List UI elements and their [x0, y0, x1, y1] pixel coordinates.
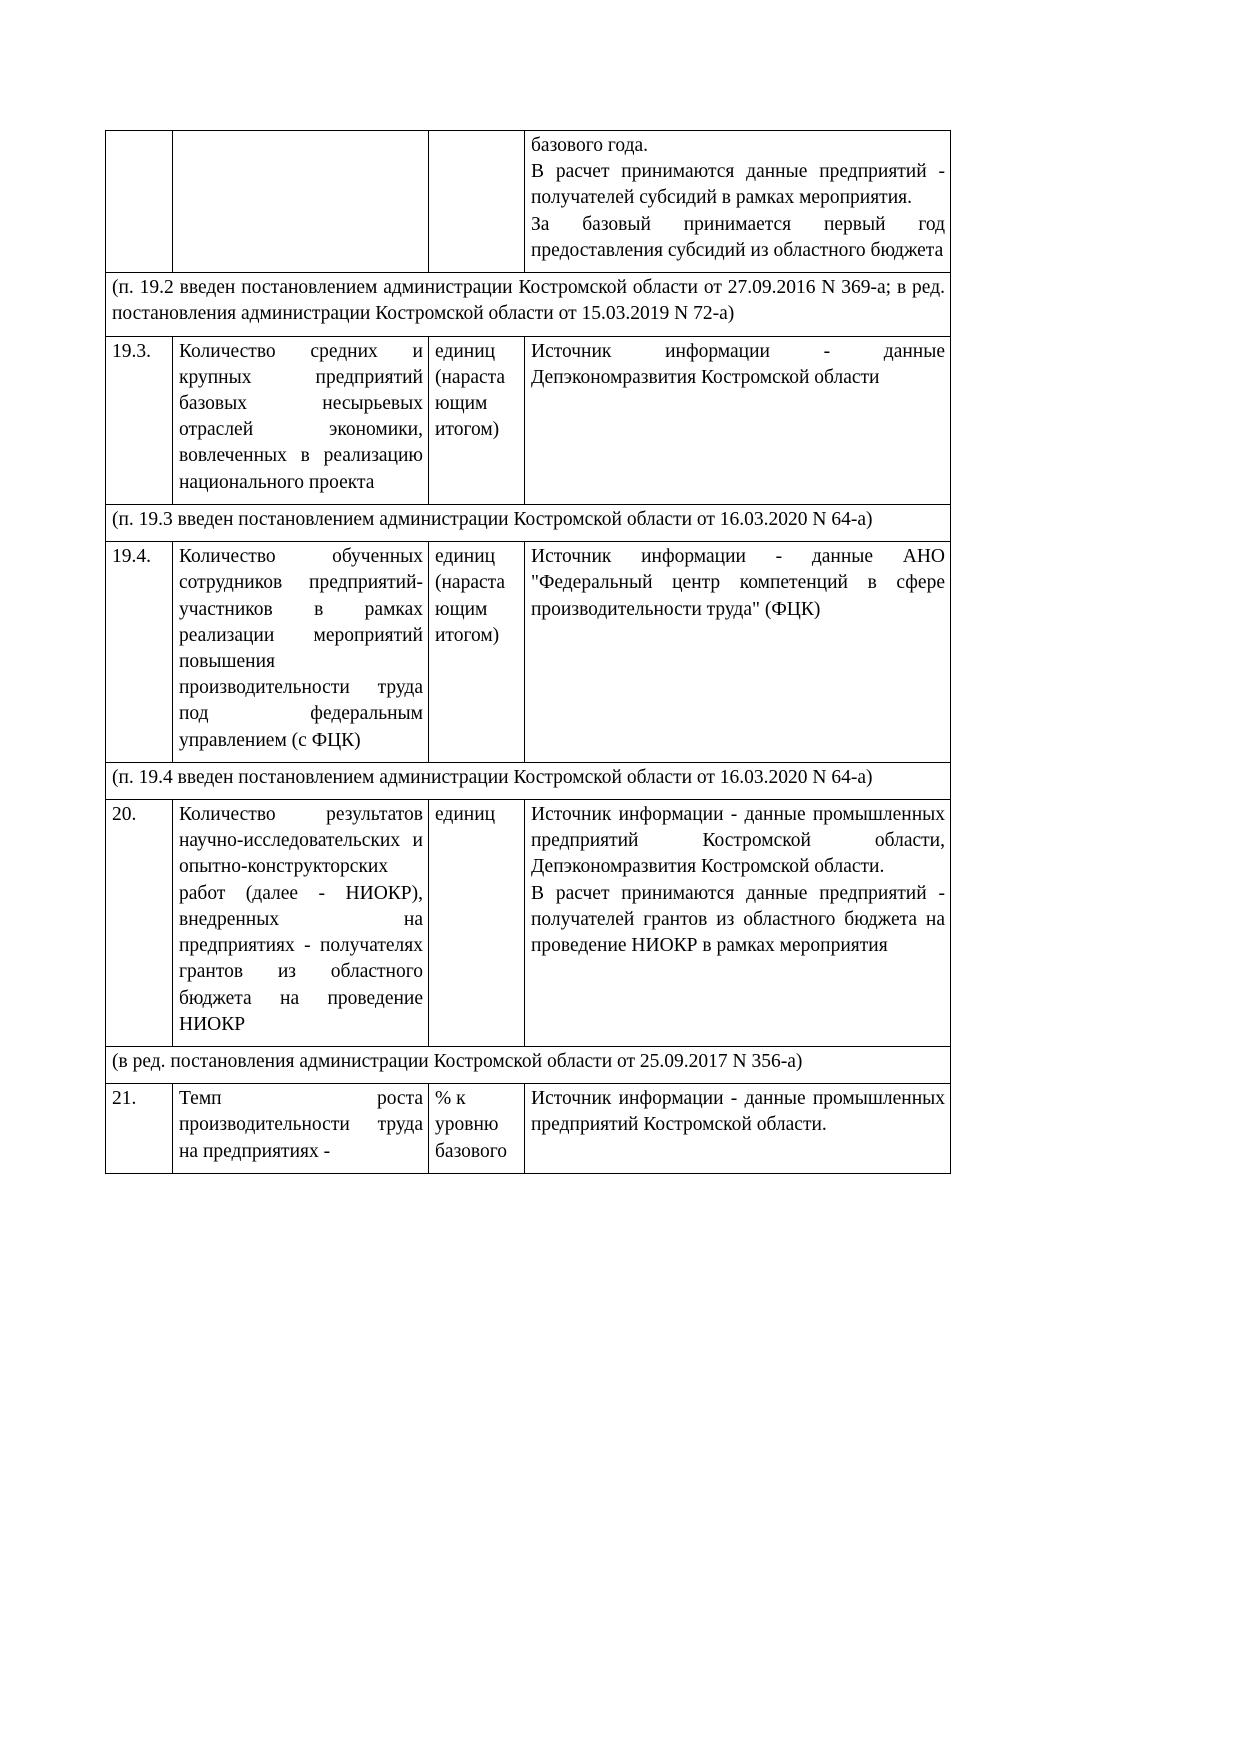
unit-line: ющим	[435, 598, 488, 620]
cell-indicator-name: Количество обученных сотрудников предприятий-участников в рамках реализации мероприятий повышения производительности труда под федеральным управлением (с ФЦК)	[173, 542, 429, 763]
unit-line: (нараста	[435, 366, 506, 388]
amendment-note: (п. 19.4 введен постановлением администрации Костромской области от 16.03.2020 N 64-а)	[106, 762, 951, 799]
unit-line: единиц	[435, 340, 496, 362]
table-row	[106, 1084, 951, 1174]
unit-line: итогом)	[435, 419, 500, 441]
cell-number	[106, 131, 173, 273]
indicators-table	[105, 130, 951, 1174]
table-row	[106, 131, 951, 273]
cell-source	[525, 800, 951, 1047]
cell-number: 21.	[106, 1084, 173, 1174]
cell-indicator-name: Количество результатов научно-исследовательских и опытно-конструкторских работ (далее - НИОКР), внедренных на предприятиях - получателях грантов из областного бюджета на проведение НИОКР	[173, 800, 429, 1047]
cell-source	[525, 1084, 951, 1174]
cell-indicator-name	[173, 131, 429, 273]
source-line: базового года.	[531, 135, 649, 156]
cell-number: 19.4.	[106, 542, 173, 763]
unit-line: единиц	[435, 804, 496, 826]
unit-line: ющим	[435, 392, 488, 414]
source-line: Источник информации - данные АНО "Федеральный центр компетенций в сфере производительности труда" (ФЦК)	[531, 546, 945, 620]
source-line: В расчет принимаются данные предприятий - получателей субсидий в рамках мероприятия.	[531, 161, 945, 209]
table-row	[106, 800, 951, 1047]
unit-line: итогом)	[435, 624, 500, 646]
cell-unit	[429, 336, 525, 504]
cell-indicator-name: Количество средних и крупных предприятий базовых несырьевых отраслей экономики, вовлеченных в реализацию национального проекта	[173, 336, 429, 504]
cell-indicator-name: Темп роста производительности труда на предприятиях -	[173, 1084, 429, 1174]
table-note-row	[106, 1047, 951, 1084]
cell-number: 20.	[106, 800, 173, 1047]
amendment-note: (в ред. постановления администрации Костромской области от 25.09.2017 N 356-а)	[106, 1047, 951, 1084]
cell-unit	[429, 800, 525, 1047]
cell-source	[525, 542, 951, 763]
source-line: В расчет принимаются данные предприятий - получателей грантов из областного бюджета на проведение НИОКР в рамках мероприятия	[531, 882, 945, 957]
cell-source	[525, 336, 951, 504]
table-note-row	[106, 762, 951, 799]
source-line: Источник информации - данные промышленных предприятий Костромской области.	[531, 1088, 945, 1136]
unit-line: уровню	[435, 1114, 499, 1136]
unit-line: базового	[435, 1140, 508, 1162]
cell-number: 19.3.	[106, 336, 173, 504]
table-row	[106, 542, 951, 763]
cell-source	[525, 131, 951, 273]
amendment-note: (п. 19.3 введен постановлением администрации Костромской области от 16.03.2020 N 64-а)	[106, 504, 951, 541]
cell-unit	[429, 1084, 525, 1174]
table-row	[106, 336, 951, 504]
source-line: За базовый принимается первый год предоставления субсидий из областного бюджета	[531, 213, 945, 261]
unit-line: единиц	[435, 546, 496, 568]
table-note-row	[106, 273, 951, 336]
source-line: Источник информации - данные Депэкономразвития Костромской области	[531, 340, 945, 388]
unit-line: (нараста	[435, 572, 506, 594]
table-note-row	[106, 504, 951, 541]
cell-unit	[429, 131, 525, 273]
unit-line: % к	[435, 1088, 466, 1110]
source-line: Источник информации - данные промышленных предприятий Костромской области, Депэкономразвития Костромской области.	[531, 804, 945, 878]
amendment-note: (п. 19.2 введен постановлением администрации Костромской области от 27.09.2016 N 369-а; в ред. постановления администрации Костромской области от 15.03.2019 N 72-а)	[106, 273, 951, 336]
cell-unit	[429, 542, 525, 763]
